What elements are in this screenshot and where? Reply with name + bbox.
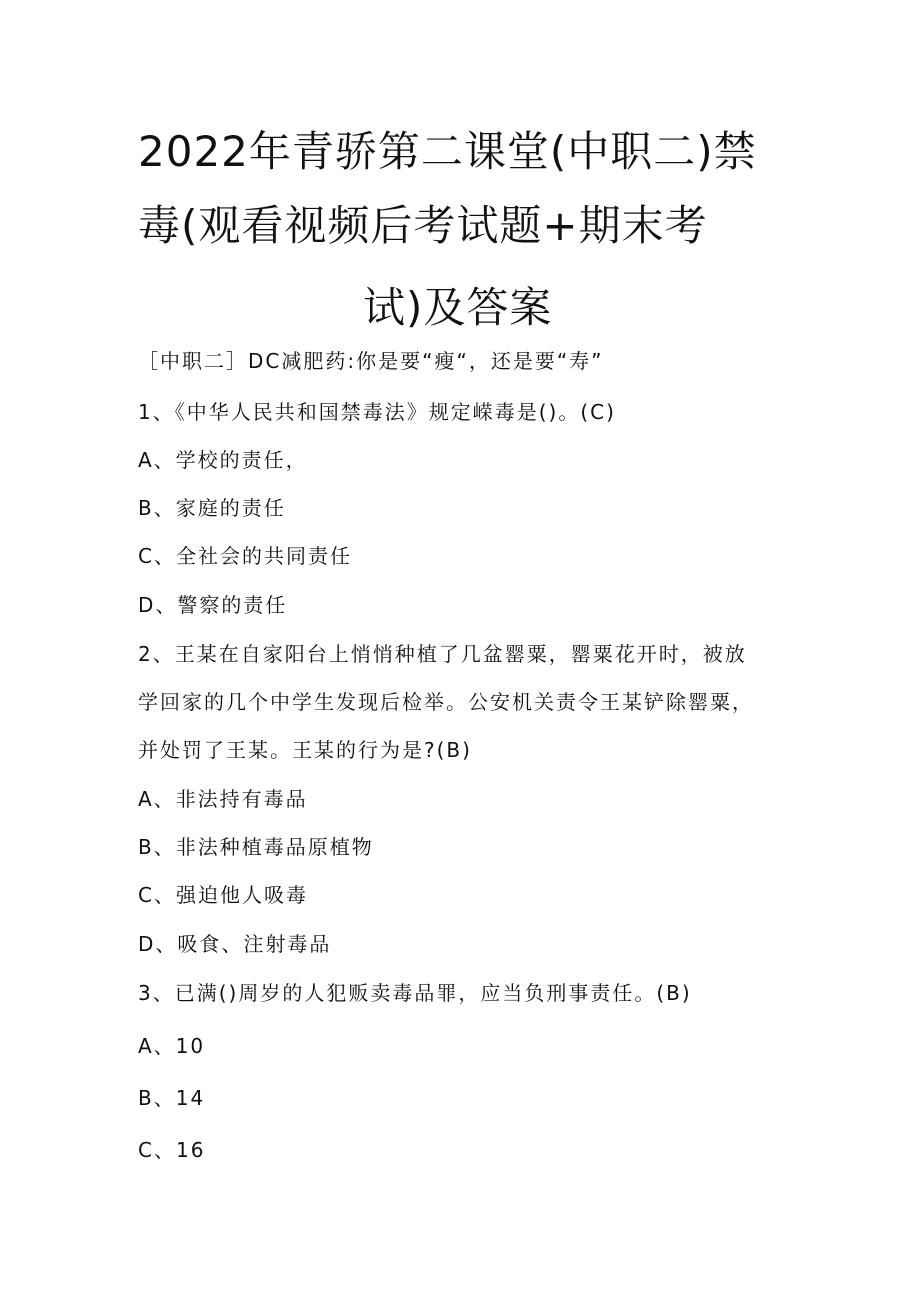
question-2-line-2: 学回家的几个中学生发现后检举。公安机关责令王某铲除罂粟， <box>138 690 754 714</box>
q2-option-c: C、强迫他人吸毒 <box>138 883 308 907</box>
q1-option-b: B、家庭的责任 <box>138 496 286 520</box>
document-title-line-2: 毒(观看视频后考试题+期末考 <box>138 201 708 250</box>
document-title-line-1: 2022年青骄第二课堂(中职二)禁 <box>138 127 757 176</box>
q2-option-d: D、吸食、注射毒品 <box>138 932 332 956</box>
q3-option-b: B、14 <box>138 1086 206 1110</box>
question-2-line-1: 2、王某在自家阳台上悄悄种植了几盆罂粟，罂粟花开时，被放 <box>138 642 747 666</box>
q1-option-d: D、警察的责任 <box>138 593 288 617</box>
q1-option-a: A、学校的责任， <box>138 448 308 472</box>
question-2-line-3: 并处罚了王某。王某的行为是?(B) <box>138 738 472 762</box>
q1-option-c: C、全社会的共同责任 <box>138 544 352 568</box>
q3-option-a: A、10 <box>138 1034 206 1058</box>
document-title-line-3: 试)及答案 <box>363 283 553 332</box>
question-1: 1、《中华人民共和国禁毒法》规定嵘毒是()。(C) <box>138 400 616 424</box>
q2-option-b: B、非法种植毒品原植物 <box>138 835 374 859</box>
q2-option-a: A、非法持有毒品 <box>138 787 308 811</box>
section-subtitle: ［中职二］DC减肥药:你是要“瘦“，还是要“寿” <box>138 349 604 373</box>
question-3: 3、已满()周岁的人犯贩卖毒品罪，应当负刑事责任。(B) <box>138 981 692 1005</box>
q3-option-c: C、16 <box>138 1138 206 1162</box>
